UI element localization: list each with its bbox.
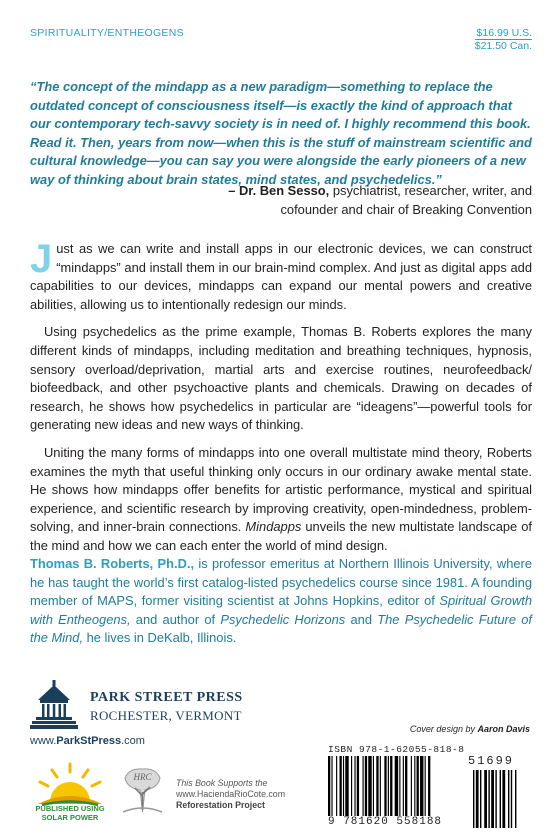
sun-icon bbox=[32, 758, 108, 806]
cover-design-label: Cover design by bbox=[409, 724, 478, 734]
solar-line-1: PUBLISHED USING bbox=[35, 804, 105, 813]
url-prefix: www. bbox=[30, 735, 57, 747]
paragraph-1 bbox=[30, 237, 532, 314]
hrc-support-text bbox=[176, 778, 285, 811]
book-title-1: Spiritual Growth with Entheogens, bbox=[30, 593, 532, 627]
author-name: Thomas B. Roberts, Ph.D., bbox=[30, 556, 195, 571]
paragraph-3-text-b: unveils the new multistate landscape of the mind and how we can each enter the world of mind design. bbox=[30, 519, 532, 553]
book-title-mindapps: Mindapps bbox=[245, 519, 302, 535]
endorsement-quote: “The concept of the mindapp as a new paradigm—something to replace the outdated concept of consciousness itself—is exactly the kind of approach that our contemporary tech-savvy society is in need of. I highly recommend this book. Read it. Then, years from now—when this is the stuff of mainstream scientific and cultural knowledge—you can say you were alongside the early pioneers of a new way of thinking about brain states, mind states, and psychedelics.” bbox=[30, 79, 532, 187]
drop-cap: J bbox=[30, 237, 53, 281]
isbn-label: ISBN 978-1-62055-818-8 bbox=[328, 744, 465, 755]
cover-designer: Aaron Davis bbox=[477, 724, 530, 734]
bio-text-b: and author of bbox=[130, 611, 221, 627]
paragraph-3-text-a: Uniting the many forms of mindapps into one overall multistate mind theory, Roberts examines the myth that useful thinking only occurs in our ordinary awake mental state. He shows how mindapps offer benefits for artistic performance, mystical and spiritual experience, and scientific research by improving creativity, open-mindedness, problem-solving, and inner-brain connections. bbox=[30, 444, 532, 535]
hrc-logo-text: HRC bbox=[133, 772, 152, 782]
attribution-role: psychiatrist, researcher, writer, and cofounder and chair of Breaking Convention bbox=[280, 183, 532, 217]
price-code-number: 51699 bbox=[468, 754, 515, 768]
solar-text bbox=[32, 805, 108, 822]
url-suffix: .com bbox=[121, 735, 145, 747]
description-body bbox=[30, 237, 532, 565]
bio-text-c: and bbox=[345, 611, 378, 627]
hrc-tree-logo-icon bbox=[115, 760, 170, 815]
hrc-line-3: Reforestation Project bbox=[176, 800, 265, 810]
paragraph-2: Using psychedelics as the prime example, Thomas B. Roberts explores the many different kinds of mindapps, including meditation and breathing techniques, hypnosis, sensory overload/deprivation, martial arts and exercise routines, neurofeedback/ biofeedback, and other psychoactive plants and chemicals. Drawing on decades of research, he shows how psychedelics in particular are “ideagens”—powerful tools for generating new ideas and new ways of thinking. bbox=[30, 324, 532, 433]
attribution-name: – Dr. Ben Sesso, bbox=[228, 183, 330, 198]
author-bio bbox=[30, 555, 532, 648]
publisher-url bbox=[30, 735, 145, 747]
bio-text-d: he lives in DeKalb, Illinois. bbox=[83, 630, 237, 646]
top-bar bbox=[30, 27, 532, 57]
publisher-logo-icon bbox=[30, 680, 78, 732]
price-us: $16.99 U.S. bbox=[476, 27, 532, 39]
solar-line-2: SOLAR POWER bbox=[41, 812, 99, 822]
publisher-block bbox=[30, 680, 290, 750]
barcode-number: 9 781620 558188 bbox=[328, 816, 468, 828]
bio-text-a: is professor emeritus at Northern Illinois University, where he has taught the world’s first catalog-listed psychedelics course since 1981. A founding member of MAPS, former visiting scientist at Johns Hopkins, editor of bbox=[30, 556, 532, 609]
publisher-name: PARK STREET PRESS bbox=[90, 690, 243, 705]
category-label: SPIRITUALITY/ENTHEOGENS bbox=[30, 27, 184, 39]
price-block bbox=[475, 27, 532, 52]
hrc-line-1: This Book Supports the bbox=[176, 778, 268, 788]
url-bold: ParkStPress bbox=[56, 735, 122, 747]
paragraph-3 bbox=[30, 444, 532, 556]
price-can: $21.50 Can. bbox=[474, 40, 532, 52]
cover-design-credit bbox=[410, 724, 530, 734]
book-title-2: Psychedelic Horizons bbox=[220, 611, 346, 627]
quote-attribution bbox=[192, 182, 532, 219]
solar-power-badge bbox=[32, 758, 108, 820]
publisher-city: ROCHESTER, VERMONT bbox=[90, 708, 242, 723]
hrc-url: www.HaciendaRioCote.com bbox=[176, 789, 286, 799]
paragraph-1-text: ust as we can write and install apps in our electronic devices, we can construct “mindapps” and install them in our brain-mind complex. And just as digital apps add capabilities to our devices, mindapps can expand our mental powers and creative abilities, allowing us to intentionally redesign our minds. bbox=[30, 241, 532, 312]
book-title-3: The Psychedelic Future of the Mind, bbox=[30, 611, 533, 646]
